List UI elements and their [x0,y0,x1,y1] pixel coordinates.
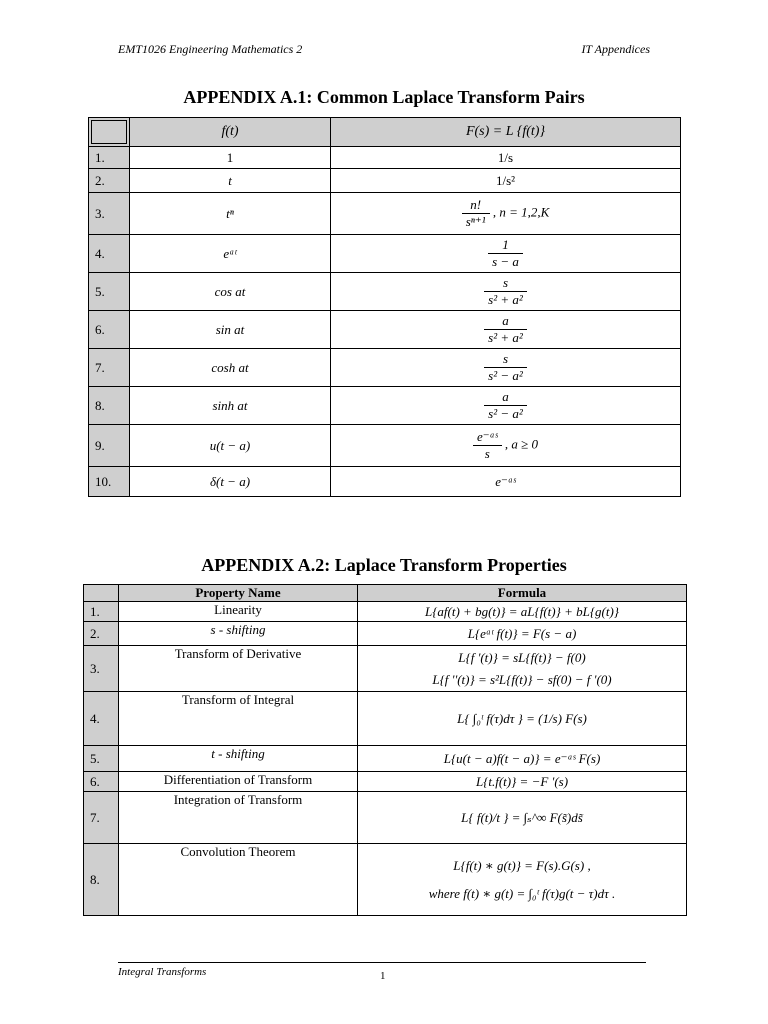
property-formula: L{u(t − a)f(t − a)} = e⁻ᵃˢ F(s) [358,746,687,772]
row-number: 2. [89,169,130,193]
property-formula [358,844,687,916]
header-formula: Formula [358,585,687,602]
row-ft: 1 [130,147,331,169]
row-number: 3. [89,193,130,235]
table-row [84,746,687,772]
table-row [89,169,681,193]
row-ft: cosh at [130,349,331,387]
row-number: 4. [84,692,119,746]
table-row [84,602,687,622]
row-number: 8. [84,844,119,916]
property-name: Transform of Integral [119,692,358,746]
laplace-properties-table [83,584,687,916]
appendix1-title: APPENDIX A.1: Common Laplace Transform Pairs [183,87,585,107]
formula-line-2: where f(t) ∗ g(t) = ∫₀ᵗ f(τ)g(t − τ)dτ . [428,885,616,901]
property-formula: L{ ∫₀ᵗ f(τ)dτ } = (1/s) F(s) [358,692,687,746]
property-formula: L{af(t) + bg(t)} = aL{f(t)} + bL{g(t)} [358,602,687,622]
fraction-numerator: a [484,389,527,406]
row-number: 1. [84,602,119,622]
fraction-numerator: s [484,275,527,292]
header-section: IT Appendices [581,42,650,56]
header-blank-cell [89,118,130,147]
row-number: 1. [89,147,130,169]
row-number: 7. [84,792,119,844]
row-number: 7. [89,349,130,387]
table-header-row [89,118,681,147]
property-name: Transform of Derivative [119,646,358,692]
fraction-numerator: e⁻ᵃˢ [473,429,502,446]
header-Fs: F(s) = L {f(t)} [331,118,681,147]
fraction-denominator: s² + a² [488,330,523,345]
header-ft: f(t) [130,118,331,147]
table-row [89,387,681,425]
fraction-denominator: s² − a² [488,368,523,383]
table-row [89,147,681,169]
formula-line-1: L{f(t) ∗ g(t)} = F(s).G(s) , [453,857,591,873]
row-number: 5. [84,746,119,772]
table-row [89,273,681,311]
row-number: 10. [89,467,130,497]
table-row [89,425,681,467]
property-formula [358,646,687,692]
fraction-tail: , n = 1,2,K [492,204,550,220]
formula-line-2: L{f ''(t)} = s²L{f(t)} − sf(0) − f '(0) [432,671,612,687]
table-row [89,235,681,273]
table-row [84,772,687,792]
property-formula: L{ f(t)/t } = ∫ₛ^∞ F(s̃)ds̃ [358,792,687,844]
table-row [89,311,681,349]
row-number: 8. [89,387,130,425]
table-row [84,692,687,746]
row-ft: cos at [130,273,331,311]
row-number: 5. [89,273,130,311]
row-ft: sin at [130,311,331,349]
page-number: 1 [380,970,386,982]
row-Fs: e⁻ᵃˢ [331,467,681,497]
row-ft: δ(t − a) [130,467,331,497]
property-formula: L{t.f(t)} = −F '(s) [358,772,687,792]
header-property-name: Property Name [119,585,358,602]
laplace-pairs-table [88,117,681,497]
row-ft: sinh at [130,387,331,425]
table-row [84,844,687,916]
table-row [84,792,687,844]
property-name: t - shifting [119,746,358,772]
table-row [89,467,681,497]
property-name: Differentiation of Transform [119,772,358,792]
table-row [84,622,687,646]
row-number: 2. [84,622,119,646]
row-ft: tⁿ [130,193,331,235]
property-name: s - shifting [119,622,358,646]
row-Fs [331,425,681,467]
appendix2-title: APPENDIX A.2: Laplace Transform Properties [201,555,567,575]
header-blank-cell [84,585,119,602]
formula-line-1: L{f '(t)} = sL{f(t)} − f(0) [458,649,586,665]
row-number: 6. [89,311,130,349]
table-row [89,349,681,387]
row-ft: u(t − a) [130,425,331,467]
table-row [89,193,681,235]
fraction-numerator: s [484,351,527,368]
row-Fs: 1/s² [331,169,681,193]
fraction-tail: , a ≥ 0 [504,436,538,452]
row-ft: t [130,169,331,193]
row-number: 3. [84,646,119,692]
row-Fs [331,387,681,425]
property-name: Integration of Transform [119,792,358,844]
row-number: 4. [89,235,130,273]
footer-title: Integral Transforms [118,966,207,978]
row-Fs [331,235,681,273]
property-formula: L{eᵃᵗ f(t)} = F(s − a) [358,622,687,646]
table-row [84,646,687,692]
fraction-numerator: a [484,313,527,330]
row-number: 9. [89,425,130,467]
table-header-row [84,585,687,602]
row-Fs [331,349,681,387]
header-course: EMT1026 Engineering Mathematics 2 [118,42,303,56]
fraction-numerator: 1 [488,237,523,254]
row-number: 6. [84,772,119,792]
fraction-denominator: s² + a² [488,292,523,307]
fraction-denominator: s² − a² [488,406,523,421]
fraction-denominator: sⁿ⁺¹ [465,214,486,229]
property-name: Convolution Theorem [119,844,358,916]
row-Fs: 1/s [331,147,681,169]
row-Fs [331,273,681,311]
row-ft: eᵃᵗ [130,235,331,273]
row-Fs [331,193,681,235]
property-name: Linearity [119,602,358,622]
footer-divider [118,962,646,963]
fraction-numerator: n! [462,197,490,214]
row-Fs [331,311,681,349]
fraction-denominator: s [484,446,490,461]
fraction-denominator: s − a [492,254,519,269]
